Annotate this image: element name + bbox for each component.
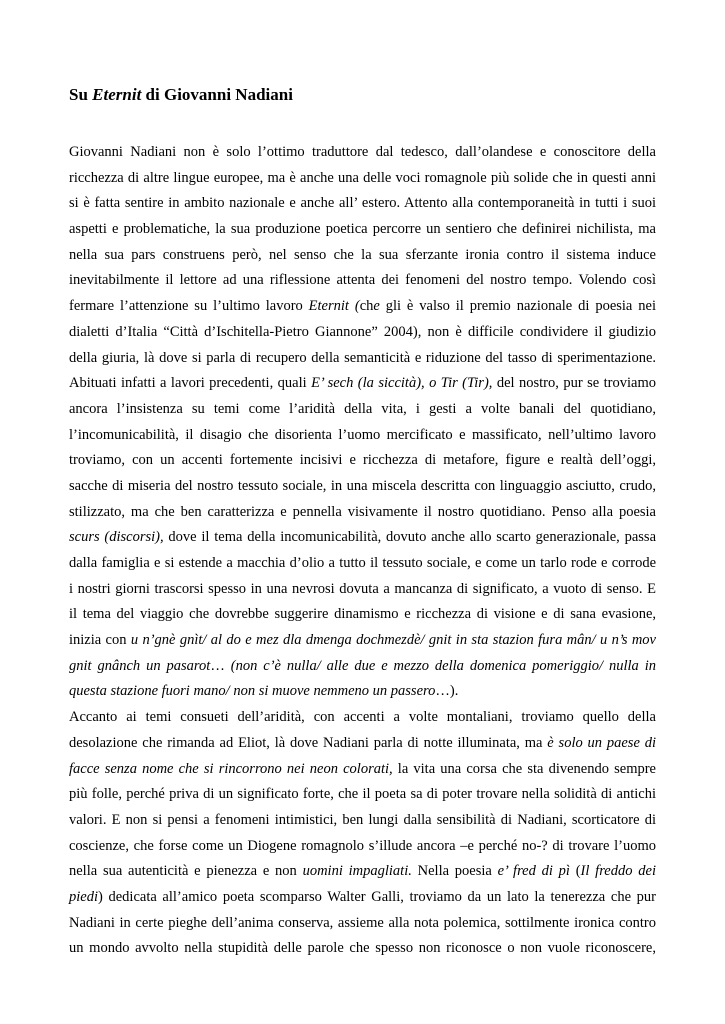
- italic-run: e: [373, 298, 380, 315]
- text-line: [69, 859, 656, 885]
- italic-run: E’ sech (la siccità), o Tir (Tir),: [311, 375, 493, 392]
- text-run: inizia con: [69, 632, 131, 649]
- italic-run: questa stazione fuori mano/ non si muove nemmeno un passero: [69, 683, 436, 700]
- text-run: dove il tema della incomunicabilità, dovuto anche allo scarto generazionale, passa: [163, 529, 656, 546]
- text-line: ricchezza di altre lingue europee, ma è anche una delle voci romagnole più solide che in questi anni: [69, 169, 656, 186]
- text-line: stilizzato, ma che ben caratterizza e pennella visivamente il nostro quotidiano. Penso alla poesia: [69, 503, 656, 520]
- italic-run: scurs (discorsi),: [69, 529, 164, 546]
- text-run: la vita una corsa che sta divenendo sempre: [392, 760, 656, 777]
- text-line: i nostri giorni trascorsi spesso in una nevrosi dovuta a mancanza di significato, a vuoto di senso. E: [69, 580, 656, 597]
- italic-run: uomini impagliati.: [302, 863, 412, 880]
- text-line: un mondo avvolto nella stupidità delle parole che spesso non riconosce o non vuole riconoscere,: [69, 940, 656, 957]
- text-run: (: [569, 863, 581, 880]
- text-line: [69, 885, 656, 911]
- text-line: [69, 628, 656, 654]
- text-line: Accanto ai temi consueti dell’aridità, con accenti a volte montaliani, troviamo quello della: [69, 709, 656, 726]
- italic-run: facce senza nome che si rincorrono nei neon colorati,: [69, 760, 393, 777]
- text-run: desolazione che rimanda ad Eliot, là dove Nadiani parla di notte illuminata, ma: [69, 734, 548, 751]
- text-run: ) dedicata all’amico poeta scomparso Walter Galli, troviamo da un lato la tenerezza che pur: [98, 888, 656, 905]
- text-run: …).: [435, 683, 459, 700]
- italic-run: e’ fred di pì: [497, 863, 570, 880]
- text-line: dialetti d’Italia “Città d’Ischitella-Pietro Giannone” 2004), non è difficile condividere il giudizio: [69, 323, 656, 340]
- text-line: l’incomunicabilità, il disagio che disorienta l’uomo mercificato e massificato, nell’ultimo lavoro: [69, 426, 656, 443]
- text-line: [69, 757, 656, 783]
- italic-run: è solo un paese di: [547, 734, 656, 751]
- italic-run: piedi: [69, 888, 98, 905]
- text-line: [69, 654, 656, 680]
- italic-run: Il freddo dei: [580, 863, 656, 880]
- text-run: del nostro, pur se troviamo: [492, 375, 656, 392]
- document-title: [69, 85, 293, 105]
- text-line: troviamo, con un accenti fortemente incisivi e ricchezza di metafore, figure e realtà dell’oggi,: [69, 452, 656, 469]
- text-line: [69, 371, 656, 397]
- italic-run: (non c’è nulla/ alle due e mezzo della domenica pomeriggio/ nulla in: [230, 657, 656, 674]
- text-line: il tema del viaggio che dovrebbe suggerire dinamismo e ricchezza di visione e di sana evasione,: [69, 606, 656, 623]
- title-work: Eternit: [92, 85, 142, 104]
- text-line: aspetti e problematiche, la sua produzione poetica percorre un sentiero che definirei nichilista, ma: [69, 221, 656, 238]
- text-line: della giuria, là dove si parla di recupero della semanticità e riduzione del tasso di sperimentazione.: [69, 349, 656, 366]
- text-line: Nadiani in certe pieghe dell’anima conserva, assieme alla nota polemica, sottilmente ironica contro: [69, 914, 656, 931]
- text-line: [69, 294, 656, 320]
- title-suffix: di Giovanni Nadiani: [141, 85, 293, 104]
- text-line: sacche di miseria del nostro tessuto sociale, in una miscela descritta con linguaggio asciutto, crudo,: [69, 477, 656, 494]
- italic-run: gnit gnânch un pasarot: [69, 657, 211, 674]
- text-line: più folle, perché priva di un significato forte, che il poeta sa di poter trovare nella solidità di antichi: [69, 786, 656, 803]
- text-run: gli è valso il premio nazionale di poesia nei: [379, 298, 656, 315]
- italic-run: Eternit (: [308, 298, 360, 315]
- body-text: [69, 140, 656, 962]
- text-line: Giovanni Nadiani non è solo l’ottimo traduttore dal tedesco, dall’olandese e conoscitore della: [69, 144, 656, 160]
- text-line: [69, 525, 656, 551]
- text-line: ancora l’insistenza su temi come l’aridità della vita, i gesti a volte banali del quotidiano,: [69, 400, 656, 417]
- text-line: dalla famiglia e si estende a macchia d’olio a tutto il tessuto sociale, e come un tarlo rode e corrode: [69, 555, 656, 571]
- text-run: Abituati infatti a lavori precedenti, quali: [69, 375, 312, 392]
- text-line: [69, 679, 656, 705]
- text-run: Nella poesia: [411, 863, 498, 880]
- text-run: …: [210, 657, 231, 674]
- text-line: [69, 731, 656, 757]
- italic-run: u n’gnè gnìt/ al do e mez dla dmenga dochmezdè/ gnit in sta stazion fura mân/ u n’s mov: [130, 632, 656, 649]
- text-line: si è fatta sentire in ambito nazionale e anche all’ estero. Attento alla contemporaneità in tutti i suoi: [69, 195, 656, 212]
- text-line: nella sua pars construens però, nel senso che la sua sferzante ironia contro il sistema induce: [69, 246, 656, 263]
- text-run: ch: [359, 298, 374, 315]
- text-run: nella sua autenticità e pienezza e non: [69, 863, 303, 880]
- text-line: valori. E non si pensi a fenomeni intimistici, ben lungi dalla sensibilità di Nadiani, scorticatore di: [69, 811, 656, 828]
- text-line: coscienze, che forse come un Diogene romagnolo s’illude ancora –e perché no-? di trovare l’uomo: [69, 837, 656, 854]
- text-line: inevitabilmente il lettore ad una riflessione attenta dei fenomeni del nostro tempo. Volendo così: [69, 272, 656, 289]
- text-run: fermare l’attenzione su l’ultimo lavoro: [69, 298, 309, 315]
- title-prefix: Su: [69, 85, 93, 104]
